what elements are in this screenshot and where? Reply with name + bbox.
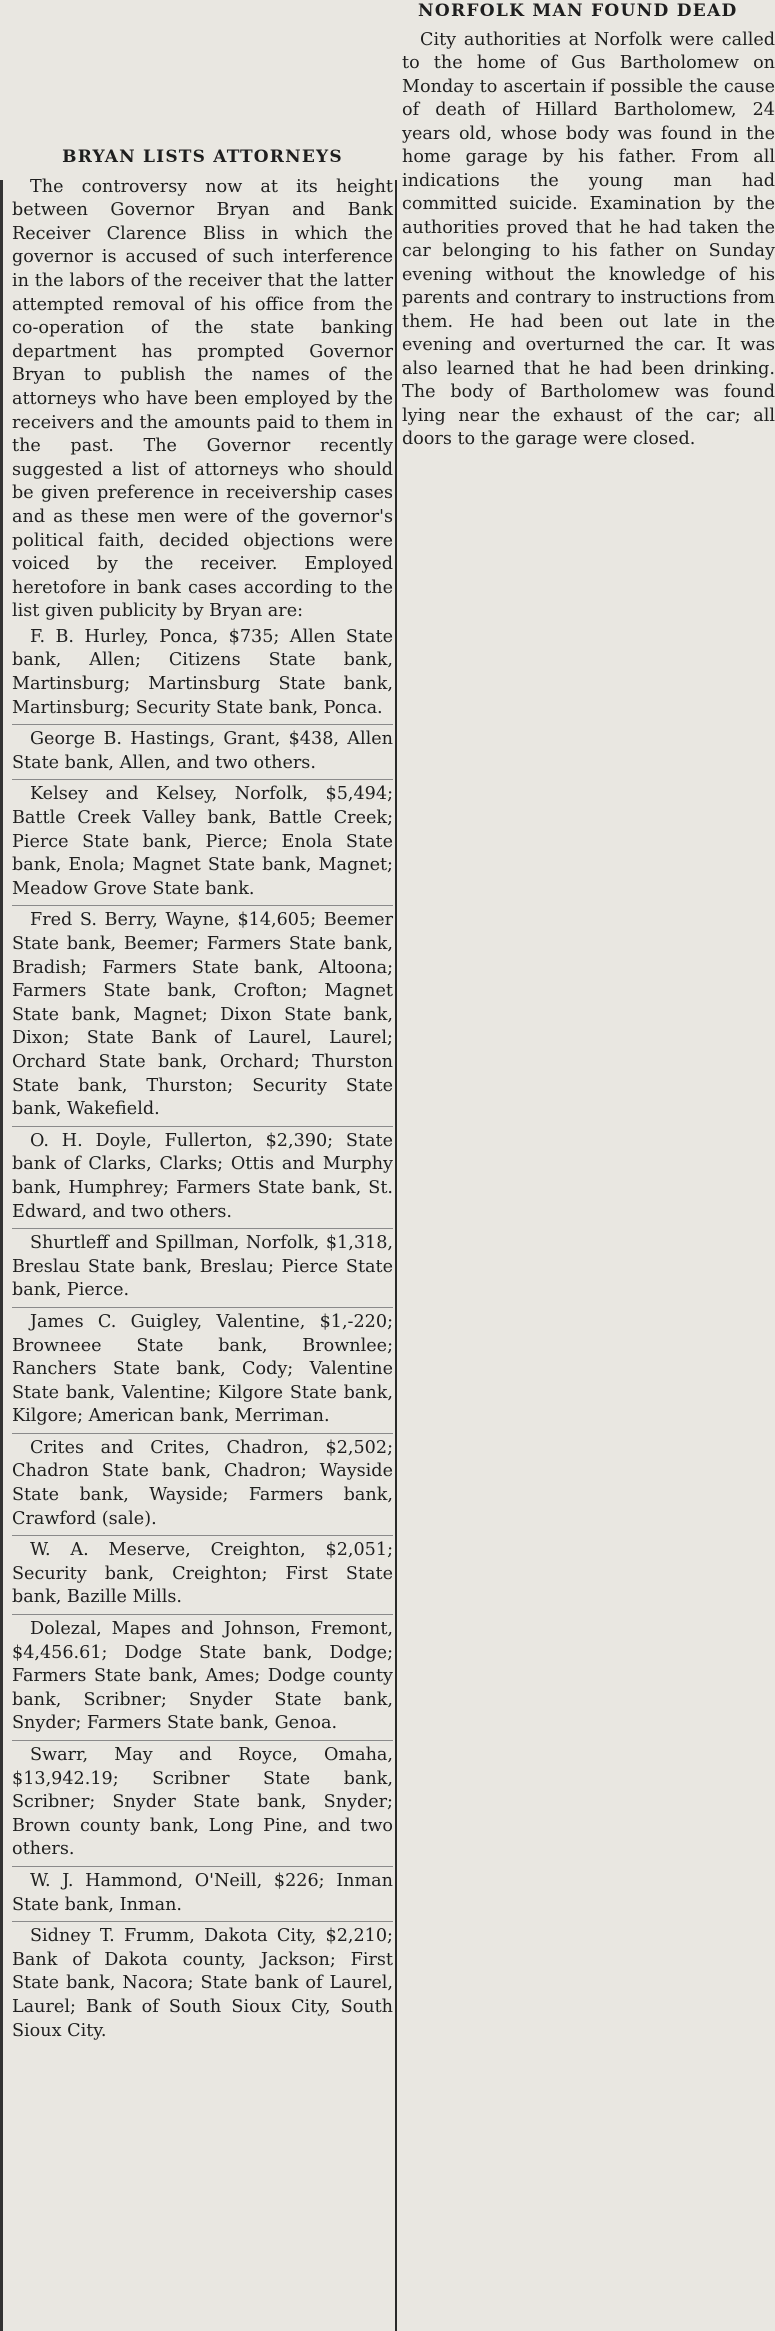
attorney-entry: Kelsey and Kelsey, Norfolk, $5,494; Battle Creek Valley bank, Battle Creek; Pierce State bank, Pierce; Enola State bank, Enola; Magnet State bank, Magnet; Meadow Grove State bank.	[12, 779, 393, 905]
column-rule-middle	[395, 180, 397, 2331]
attorney-list	[12, 624, 393, 2047]
article-body-paragraph: City authorities at Norfolk were called to the home of Gus Bartholomew on Monday to ascertain if possible the cause of death of Hillard Bartholomew, 24 years old, whose body was found in the home garage by his father. From all indications the young man had committed suicide. Examination by the authorities proved that he had taken the car belonging to his father on Sunday evening without the knowledge of his parents and contrary to instructions from them. He had been out late in the evening and overturned the car. It was also learned that he had been drinking. The body of Bartholomew was found lying near the exhaust of the car; all doors to the garage were closed.	[402, 29, 775, 449]
attorney-entry: Shurtleff and Spillman, Norfolk, $1,318, Breslau State bank, Breslau; Pierce State bank, Pierce.	[12, 1228, 393, 1307]
article-headline: NORFOLK MAN FOUND DEAD	[418, 1, 738, 21]
attorney-entry: Sidney T. Frumm, Dakota City, $2,210; Bank of Dakota county, Jackson; First State bank, Nacora; State bank of Laurel, Laurel; Bank of South Sioux City, South Sioux City.	[12, 1921, 393, 2047]
attorney-entry: O. H. Doyle, Fullerton, $2,390; State bank of Clarks, Clarks; Ottis and Murphy bank, Humphrey; Farmers State bank, St. Edward, and two others.	[12, 1126, 393, 1228]
article-bryan-lists-attorneys	[12, 138, 393, 2047]
article-norfolk-man-found-dead	[402, 0, 775, 452]
article-intro-paragraph: The controversy now at its height between Governor Bryan and Bank Receiver Clarence Bliss in which the governor is accused of such interference in the labors of the receiver that the latter attempted removal of his office from the co-operation of the state banking department has prompted Governor Bryan to publish the names of the attorneys who have been employed by the receivers and the amounts paid to them in the past. The Governor recently suggested a list of attorneys who should be given preference in receivership cases and as these men were of the governor's political faith, decided objections were voiced by the receiver. Employed heretofore in bank cases according to the list given publicity by Bryan are:	[12, 176, 393, 622]
attorney-entry: George B. Hastings, Grant, $438, Allen State bank, Allen, and two others.	[12, 724, 393, 779]
attorney-entry: Fred S. Berry, Wayne, $14,605; Beemer State bank, Beemer; Farmers State bank, Bradish; Farmers State bank, Altoona; Farmers State bank, Crofton; Magnet State bank, Magnet; Dixon State bank, Dixon; State Bank of Laurel, Laurel; Orchard State bank, Orchard; Thurston State bank, Thurston; Security State bank, Wakefield.	[12, 905, 393, 1125]
article-headline: BRYAN LISTS ATTORNEYS	[62, 147, 343, 167]
attorney-entry: W. J. Hammond, O'Neill, $226; Inman State bank, Inman.	[12, 1866, 393, 1921]
column-rule-left	[0, 180, 3, 2331]
attorney-entry: Crites and Crites, Chadron, $2,502; Chadron State bank, Chadron; Wayside State bank, Wayside; Farmers bank, Crawford (sale).	[12, 1433, 393, 1535]
attorney-entry: W. A. Meserve, Creighton, $2,051; Security bank, Creighton; First State bank, Bazille Mills.	[12, 1535, 393, 1614]
attorney-entry: F. B. Hurley, Ponca, $735; Allen State bank, Allen; Citizens State bank, Martinsburg; Martinsburg State bank, Martinsburg; Security State bank, Ponca.	[12, 626, 393, 718]
attorney-entry: Swarr, May and Royce, Omaha, $13,942.19; Scribner State bank, Scribner; Snyder State bank, Snyder; Brown county bank, Long Pine, and two others.	[12, 1740, 393, 1866]
attorney-entry: Dolezal, Mapes and Johnson, Fremont, $4,456.61; Dodge State bank, Dodge; Farmers State bank, Ames; Dodge county bank, Scribner; Snyder State bank, Snyder; Farmers State bank, Genoa.	[12, 1614, 393, 1740]
attorney-entry: James C. Guigley, Valentine, $1,-220; Browneee State bank, Brownlee; Ranchers State bank, Cody; Valentine State bank, Valentine; Kilgore State bank, Kilgore; American bank, Merriman.	[12, 1307, 393, 1433]
